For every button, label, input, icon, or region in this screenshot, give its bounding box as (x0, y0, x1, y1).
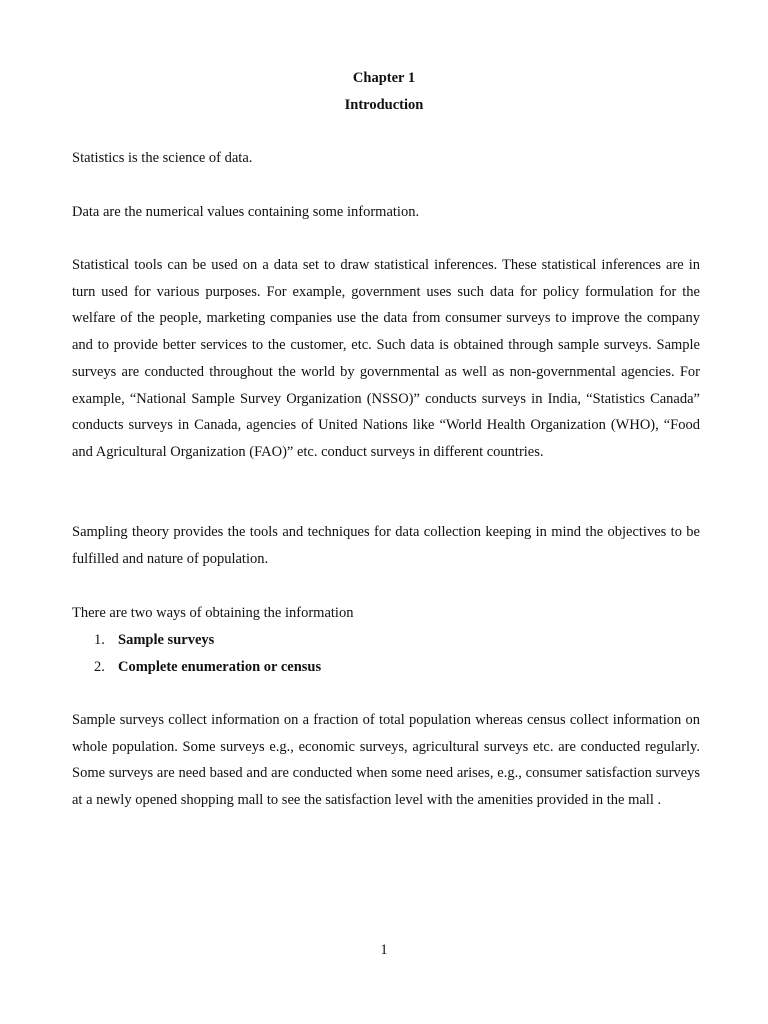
paragraph-definition-statistics: Statistics is the science of data. (72, 150, 253, 166)
list-item (94, 627, 321, 654)
paragraph-ways-intro: There are two ways of obtaining the information (72, 605, 354, 621)
list-item-label: Complete enumeration or census (118, 658, 322, 675)
paragraph-sampling-theory: Sampling theory provides the tools and techniques for data collection keeping in mind the objectives to be fulfilled and nature of population. (72, 524, 700, 567)
paragraph-definition-data: Data are the numerical values containing some information. (72, 204, 420, 220)
chapter-title: Introduction (344, 97, 424, 113)
paragraph-surveys-vs-census: Sample surveys collect information on a fraction of total population whereas census collect information on whole population. Some surveys e.g., economic surveys, agricultural surveys etc. are conducted regularly. Some surveys are need based and are conducted when some need arises, e.g., consumer satisfaction surveys at a newly opened shopping mall to see the satisfaction level with the amenities provided in the mall . (72, 712, 700, 809)
list-item-number: 2. (94, 658, 105, 675)
list-item-number: 1. (94, 632, 105, 648)
chapter-label: Chapter 1 (352, 70, 416, 86)
list-item-label: Sample surveys (118, 632, 215, 648)
methods-list (94, 627, 321, 680)
list-item (94, 654, 321, 681)
paragraph-statistical-tools: Statistical tools can be used on a data set to draw statistical inferences. These statistical inferences are in turn used for various purposes. For example, government uses such data for policy formulation for the welfare of the people, marketing companies use the data from consumer surveys to improve the company and to provide better services to the customer, etc. Such data is obtained through sample surveys. Sample surveys are conducted throughout the world by governmental as well as non-governmental agencies. For example, “National Sample Survey Organization (NSSO)” conducts surveys in India, “Statistics Canada” conducts surveys in Canada, agencies of United Nations like “World Health Organization (WHO), “Food and Agricultural Organization (FAO)” etc. conduct surveys in different countries. (72, 257, 700, 460)
page-number: 1 (380, 942, 388, 958)
